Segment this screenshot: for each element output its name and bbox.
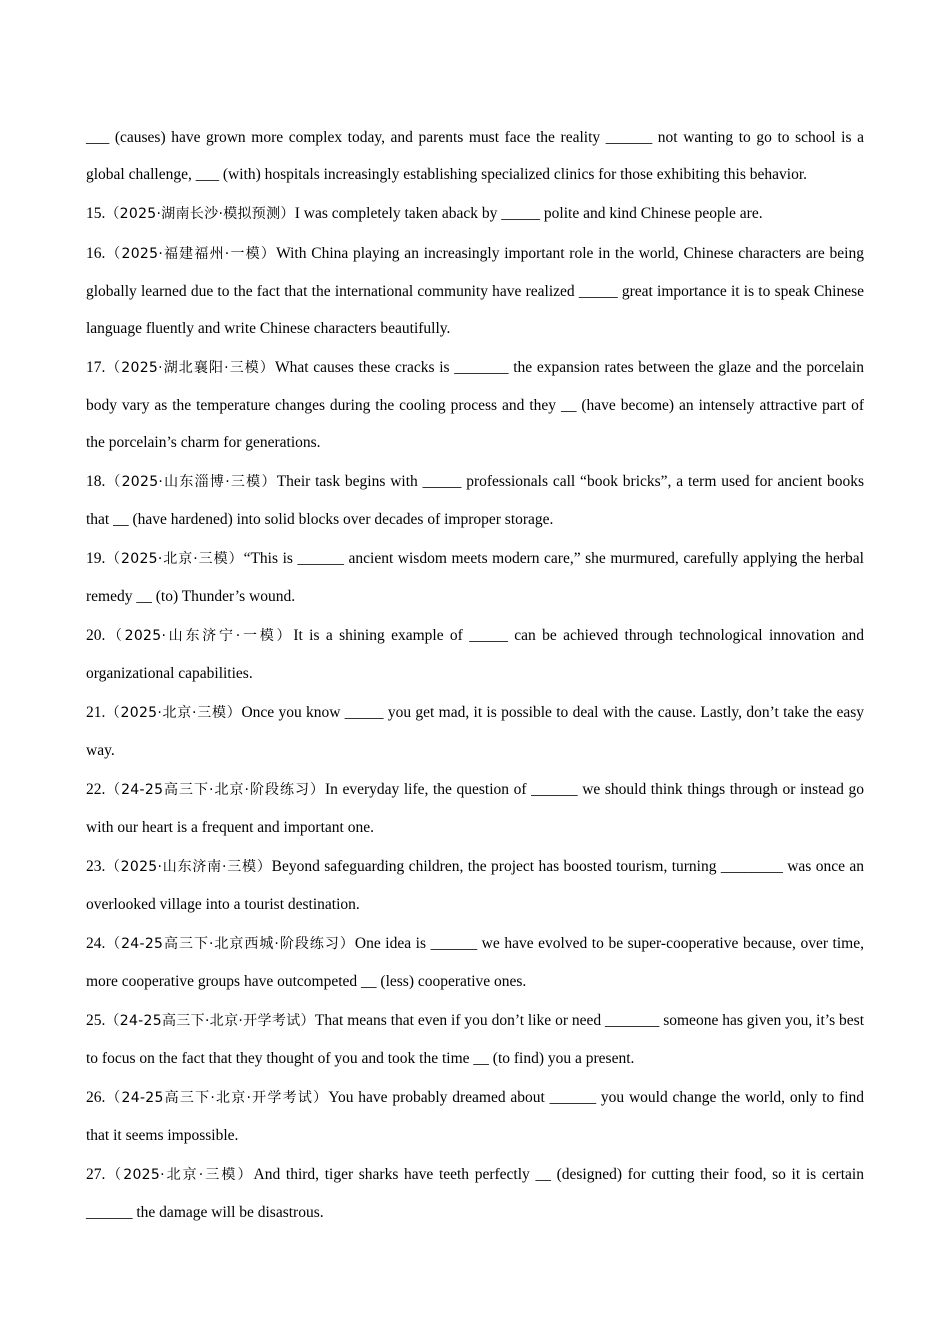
question-text: You have probably dreamed about ______ you would change the world, only to find that it seems impossible. xyxy=(86,1089,865,1144)
question-20 xyxy=(86,617,864,692)
question-source: （2025·山东济宁·一模） xyxy=(105,628,294,644)
question-source: （2025·湖北襄阳·三模） xyxy=(105,360,276,376)
question-17 xyxy=(86,349,864,461)
question-source: （2025·北京·三模） xyxy=(105,551,244,567)
question-number: 23. xyxy=(86,858,106,875)
question-source: （2025·湖南长沙·模拟预测） xyxy=(105,206,295,222)
question-16 xyxy=(86,235,864,347)
question-27 xyxy=(86,1156,864,1231)
question-number: 27. xyxy=(86,1166,106,1183)
question-text: And third, tiger sharks have teeth perfectly __ (designed) for cutting their food, so it is certain ______ the damage will be disastrous. xyxy=(86,1166,864,1221)
question-text: What causes these cracks is _______ the expansion rates between the glaze and the porcelain body vary as the temperature changes during the cooling process and they __ (have become) an intensely attractive part of the porcelain’s charm for generations. xyxy=(86,359,864,451)
question-23 xyxy=(86,848,864,923)
question-number: 22. xyxy=(86,781,106,798)
question-text: I was completely taken aback by _____ polite and kind Chinese people are. xyxy=(294,205,763,222)
question-source: （24-25高三下·北京·开学考试） xyxy=(105,1090,329,1106)
question-text: Their task begins with _____ professionals call “book bricks”, a term used for ancient books that __ (have hardened) into solid blocks over decades of improper storage. xyxy=(86,473,864,528)
question-25 xyxy=(86,1002,864,1077)
question-14-continuation xyxy=(86,119,864,193)
question-source: （2025·山东济南·三模） xyxy=(105,859,272,875)
question-number: 19. xyxy=(86,550,106,567)
question-21 xyxy=(86,694,864,769)
question-source: （2025·北京·三模） xyxy=(105,705,242,721)
question-number: 25. xyxy=(86,1012,106,1029)
question-18 xyxy=(86,463,864,538)
question-text: ___ (causes) have grown more complex today, and parents must face the reality ______ not wanting to go to school is a global challenge, ___ (with) hospitals increasingly establishing specialized clinics for those exhibiting this behavior. xyxy=(86,129,864,183)
question-text: With China playing an increasingly important role in the world, Chinese characters are being globally learned due to the fact that the international community have realized _____ great importance it is to speak Chinese language fluently and write Chinese characters beautifully. xyxy=(86,245,864,337)
question-24 xyxy=(86,925,864,1000)
question-19 xyxy=(86,540,864,615)
question-text: In everyday life, the question of ______ we should think things through or instead go with our heart is a frequent and important one. xyxy=(86,781,864,836)
question-number: 24. xyxy=(86,935,106,952)
question-number: 16. xyxy=(86,245,106,262)
question-text: “This is ______ ancient wisdom meets modern care,” she murmured, carefully applying the herbal remedy __ (to) Thunder’s wound. xyxy=(86,550,864,605)
question-22 xyxy=(86,771,864,846)
question-number: 15. xyxy=(86,205,106,222)
question-source: （24-25高三下·北京·开学考试） xyxy=(105,1013,315,1029)
question-15 xyxy=(86,195,864,233)
question-source: （24-25高三下·北京西城·阶段练习） xyxy=(105,936,355,952)
question-number: 26. xyxy=(86,1089,106,1106)
question-list xyxy=(86,119,864,1233)
question-source: （24-25高三下·北京·阶段练习） xyxy=(105,782,325,798)
question-source: （2025·福建福州·一模） xyxy=(105,246,277,262)
question-number: 20. xyxy=(86,627,106,644)
question-text: Once you know _____ you get mad, it is possible to deal with the cause. Lastly, don’t take the easy way. xyxy=(86,704,864,759)
question-number: 17. xyxy=(86,359,106,376)
question-number: 18. xyxy=(86,473,106,490)
question-source: （2025·北京·三模） xyxy=(105,1167,254,1183)
question-text: One idea is ______ we have evolved to be super-cooperative because, over time, more cooperative groups have outcompeted __ (less) cooperative ones. xyxy=(86,935,864,990)
question-source: （2025·山东淄博·三模） xyxy=(105,474,277,490)
question-text: It is a shining example of _____ can be achieved through technological innovation and organizational capabilities. xyxy=(86,627,864,682)
question-number: 21. xyxy=(86,704,106,721)
question-26 xyxy=(86,1079,864,1154)
question-text: Beyond safeguarding children, the project has boosted tourism, turning ________ was once an overlooked village into a tourist destination. xyxy=(86,858,864,913)
question-text: That means that even if you don’t like or need _______ someone has given you, it’s best to focus on the fact that they thought of you and took the time __ (to find) you a present. xyxy=(86,1012,865,1067)
